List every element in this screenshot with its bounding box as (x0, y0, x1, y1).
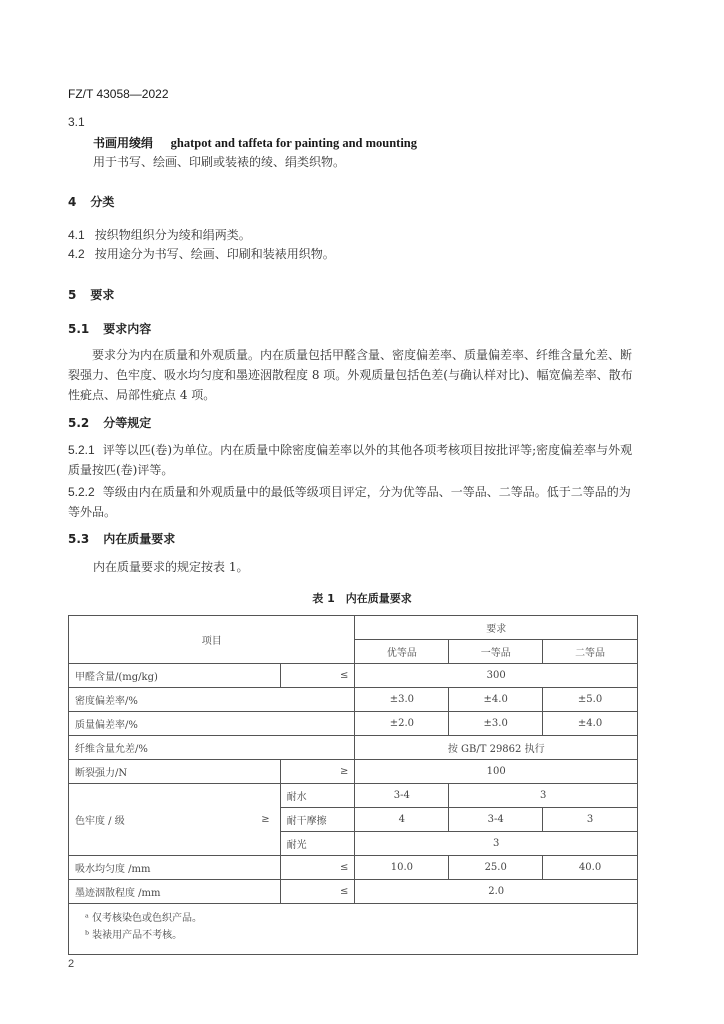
row-label: 墨迹洇散程度 /mm (69, 880, 281, 904)
sub-label-light: 耐光 (280, 832, 355, 856)
colorfastness-symbol: ≥ (218, 784, 280, 856)
table-row-fiber (69, 736, 638, 760)
section-4-2-text: 按用途分为书写、绘画、印刷和装裱用织物。 (94, 247, 335, 261)
section-5-1-title: 要求内容 (103, 322, 152, 336)
header-item: 项目 (69, 616, 355, 664)
rubbing-second: 3 (543, 808, 638, 832)
section-4-2 (68, 245, 335, 262)
section-5-3-heading (68, 530, 175, 547)
table-row-strength (69, 760, 638, 784)
table-note-a: ᵃ 仅考核染色或色织产品。 (85, 913, 203, 924)
row-label: 甲醛含量/(mg/kg) (69, 664, 281, 688)
section-5-1-text: 要求分为内在质量和外观质量。内在质量包括甲醛含量、密度偏差率、质量偏差率、纤维含量允差、断裂强力、色牢度、吸水均匀度和墨迹洇散程度 8 项。外观质量包括色差(与确认样对比)、幅宽偏差率、散布性疵点、局部性疵点 4 项。 (68, 348, 633, 402)
header-grade-first: 一等品 (449, 640, 543, 664)
section-4-1 (68, 226, 251, 243)
section-5-2-2-number: 5.2.2 (68, 485, 95, 499)
section-4-heading (68, 193, 114, 210)
section-5-2-title: 分等规定 (103, 416, 152, 430)
row-value-first: 25.0 (449, 856, 543, 880)
row-label: 密度偏差率/% (69, 688, 355, 712)
row-symbol: ≥ (280, 760, 355, 784)
section-4-title: 分类 (90, 195, 115, 209)
section-5-2-1-text: 评等以匹(卷)为单位。内在质量中除密度偏差率以外的其他各项考核项目按批评等;密度偏差率与外观质量按匹(卷)评等。 (68, 443, 633, 477)
row-value-first: ±4.0 (449, 688, 543, 712)
row-value-premium: ±3.0 (355, 688, 449, 712)
section-4-number: 4 (68, 195, 77, 209)
table-1-caption: 表 1 内在质量要求 (312, 592, 412, 605)
row-symbol: ≤ (280, 664, 355, 688)
section-5-2-1 (68, 440, 640, 480)
row-value: 300 (355, 664, 638, 688)
section-4-2-number: 4.2 (68, 247, 85, 261)
section-5-3-number: 5.3 (68, 532, 90, 546)
row-symbol: ≤ (280, 880, 355, 904)
rubbing-first: 3-4 (449, 808, 543, 832)
row-label: 质量偏差率/% (69, 712, 355, 736)
row-label: 纤维含量允差/% (69, 736, 355, 760)
row-value-second: ±4.0 (543, 712, 638, 736)
sub-label-dry-rubbing: 耐干摩擦 (280, 808, 355, 832)
term-chinese: 书画用绫绢 (93, 136, 154, 150)
row-label: 断裂强力/N (69, 760, 281, 784)
table-note-b: ᵇ 装裱用产品不考核。 (85, 930, 183, 941)
section-5-number: 5 (68, 288, 77, 302)
section-3-1-term (93, 134, 417, 151)
row-value: 2.0 (355, 880, 638, 904)
table-row-mass (69, 712, 638, 736)
section-5-3-title: 内在质量要求 (103, 532, 176, 546)
row-value-premium: ±2.0 (355, 712, 449, 736)
water-premium: 3-4 (355, 784, 449, 808)
row-value: 按 GB/T 29862 执行 (355, 736, 638, 760)
colorfastness-label: 色牢度 / 级 (69, 784, 219, 856)
table-header-row (69, 616, 638, 640)
table-notes-row (69, 904, 638, 955)
table-row-ink (69, 880, 638, 904)
row-symbol: ≤ (280, 856, 355, 880)
standard-code: FZ/T 43058—2022 (68, 87, 169, 101)
section-5-2-2 (68, 482, 640, 522)
sub-label-water: 耐水 (280, 784, 355, 808)
header-requirement: 要求 (355, 616, 638, 640)
table-row-formaldehyde (69, 664, 638, 688)
section-4-1-text: 按织物组织分为绫和绢两类。 (94, 228, 251, 242)
section-4-1-number: 4.1 (68, 228, 85, 242)
section-5-2-2-text: 等级由内在质量和外观质量中的最低等级项目评定，分为优等品、一等品、二等品。低于二等品的为等外品。 (68, 485, 631, 519)
table-row-absorption (69, 856, 638, 880)
section-5-1-number: 5.1 (68, 322, 90, 336)
header-grade-premium: 优等品 (355, 640, 449, 664)
table-row-density (69, 688, 638, 712)
section-5-2-number: 5.2 (68, 416, 90, 430)
section-3-1-definition: 用于书写、绘画、印刷或装裱的绫、绢类织物。 (93, 155, 346, 169)
row-value-premium: 10.0 (355, 856, 449, 880)
water-first-second: 3 (449, 784, 638, 808)
row-value-second: 40.0 (543, 856, 638, 880)
rubbing-premium: 4 (355, 808, 449, 832)
section-5-2-heading (68, 414, 151, 431)
table-notes (69, 904, 638, 955)
term-english: ghatpot and taffeta for painting and mounting (170, 136, 418, 150)
light-value: 3 (355, 832, 638, 856)
section-5-title: 要求 (90, 288, 115, 302)
table-1 (68, 615, 638, 955)
section-5-3-text: 内在质量要求的规定按表 1。 (93, 560, 249, 574)
row-value-first: ±3.0 (449, 712, 543, 736)
page-number: 2 (68, 958, 75, 970)
header-grade-second: 二等品 (543, 640, 638, 664)
section-5-heading (68, 286, 114, 303)
section-3-1-number: 3.1 (68, 115, 85, 129)
section-5-1-heading (68, 320, 151, 337)
row-label: 吸水均匀度 /mm (69, 856, 281, 880)
section-5-2-1-number: 5.2.1 (68, 443, 95, 457)
row-value-second: ±5.0 (543, 688, 638, 712)
table-row-colorfastness-water (69, 784, 638, 808)
row-value: 100 (355, 760, 638, 784)
